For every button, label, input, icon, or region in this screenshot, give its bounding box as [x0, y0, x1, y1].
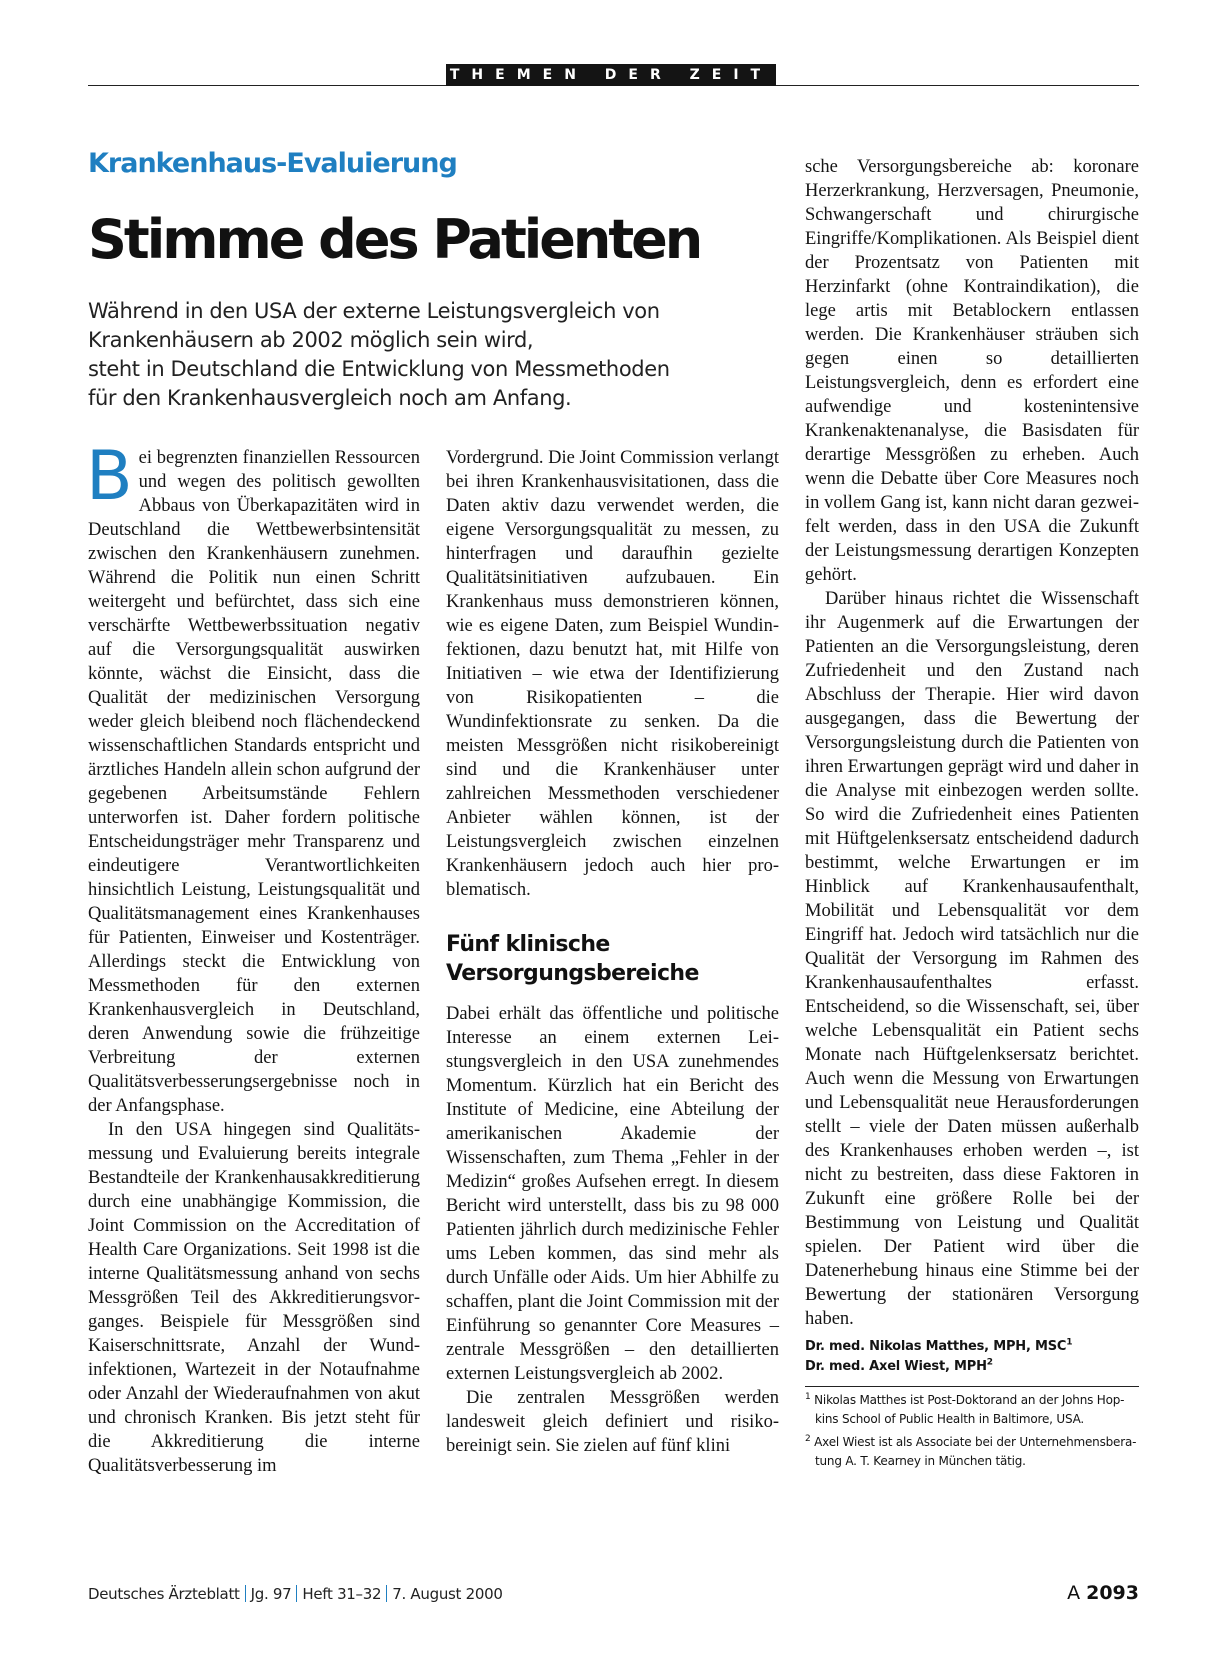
- author-list: [805, 1337, 1139, 1377]
- footer-separator: [296, 1585, 297, 1602]
- journal-date: 7. August 2000: [392, 1585, 503, 1603]
- footnote-ref: 1: [1066, 1337, 1073, 1348]
- footer-separator: [245, 1585, 246, 1602]
- footnote-ref: 2: [986, 1357, 993, 1368]
- section-banner: THEMEN DER ZEIT: [446, 64, 776, 86]
- journal-name: Deutsches Ärzteblatt: [88, 1585, 240, 1603]
- body-paragraph: [86, 437, 420, 1118]
- drop-cap: B: [86, 437, 133, 516]
- journal-volume: Jg. 97: [250, 1585, 292, 1603]
- body-paragraph: sche Versorgungsbereiche ab: koronare Herzerkrankung, Herzversagen, Pneumonie, Schwangerschaft und chirurgische Eingriffe/Komplikationen. Als Beispiel dient der Prozentsatz von Patienten mit Herzinfarkt (ohne Kontraindikation), die lege artis mit Betablockern entlassen werden. Die Krankenhäuser sträuben sich gegen einen so detaillierten Leistungsvergleich, denn es erfordert eine aufwendige und kostenintensive Krankenaktenanalyse, die Basisdaten für derartige Messgrößen zu erheben. Auch wenn die Debatte über Core Measures noch in vollem Gang ist, kann nicht daran gezweifelt werden, dass in den USA die Zukunft der Leistungsmessung derartigen Konzepten gehört.: [805, 157, 1139, 585]
- article-lead: [88, 297, 788, 413]
- section-subheading: [446, 930, 779, 988]
- footnote: $^1$ Nikolas Matthes ist Post-Doktorand an der Johns Hopkins School of Public Health in Baltimore, USA.: [805, 1392, 1125, 1426]
- text-column-2: [446, 446, 779, 1458]
- subheading-line: Fünf klinische: [446, 932, 610, 957]
- lead-line: Während in den USA der externe Leistungsvergleich von: [88, 299, 660, 323]
- article-title: Stimme des Patienten: [88, 208, 701, 271]
- page-number: [1067, 1582, 1139, 1604]
- page-prefix: A: [1067, 1582, 1081, 1604]
- author-name: Dr. med. Axel Wiest, MPH$^2$: [805, 1357, 993, 1374]
- body-paragraph: In den USA hingegen sind Qualitätsmessung und Evaluierung bereits integrale Bestandteile der Krankenhausakkreditierung durch eine unabhängige Kommission, die Joint Commission on the Accreditation of Health Care Organizations. Seit 1998 ist die interne Qualitätsmessung anhand von sechs Messgrößen Teil des Akkreditierungsvorganges. Beispiele für Messgrößen sind Kaiserschnittsrate, Anzahl der Wundinfektionen, Wartezeit in der Notaufnahme oder Anzahl der Wiederaufnahmen von akut und chronisch Kranken. Bis jetzt steht für die Akkreditierung die interne Qualitätsverbesserung im: [88, 1120, 420, 1476]
- text-column-3: [805, 155, 1139, 1471]
- footnote-rule: [805, 1386, 1139, 1387]
- body-paragraph: Darüber hinaus richtet die Wissenschaft ihr Augenmerk auf die Erwartungen der Patienten an die Versorgungsleistung, deren Zufriedenheit und den Zustand nach Abschluss der Therapie. Hier wird davon ausgegangen, dass die Bewertung der Versorgungsleistung durch die Patienten von ihren Erwartungen geprägt wird und daher in die Analyse mit einbezogen werden sollte. So wird die Zufriedenheit eines Patienten mit Hüftgelenksersatz entscheidend dadurch bestimmt, welche Erwartungen er im Hinblick auf Krankenhausaufenthalt, Mobilität und Lebensqualität vor dem Eingriff hat. Jedoch wird tatsächlich nur die Qualität der Versorgung im Rahmen des Krankenhausaufenthaltes erfasst. Entscheidend, so die Wissenschaft, sei, über welche Lebensqualität ein Patient sechs Monate nach Hüftgelenksersatz berichtet. Auch wenn die Messung von Erwartungen und Lebensqualität neue Herausforderungen stellt – viele der Daten müssen außerhalb des Krankenhauses erhoben werden –, ist nicht zu bestreiten, dass diese Faktoren in Zukunft eine größere Rolle bei der Bestimmung von Leistung und Qualität spielen. Der Patient wird über die Datenerhebung hinaus eine Stimme bei der Bewertung der stationären Versorgung haben.: [805, 589, 1139, 1329]
- text-column-1: [86, 437, 420, 1478]
- body-paragraph: Dabei erhält das öffentliche und politische Interesse an einem externen Leistungsvergleich in den USA zunehmendes Momentum. Kürzlich hat ein Bericht des Institute of Medicine, eine Abteilung der amerikanischen Akademie der Wissenschaften, zum Thema „Fehler in der Medizin“ großes Aufsehen erregt. In diesem Bericht wird unterstellt, dass bis zu 98 000 Patienten jährlich durch medizinische Fehler ums Leben kommen, das sind mehr als durch Unfälle oder Aids. Um hier Abhilfe zu schaffen, plant die Joint Commission mit der Einführung so genannter Core Measures – zentrale Messgrößen – den detaillierten externen Leistungsvergleich ab 2002.: [446, 1004, 779, 1384]
- page-number-value: 2093: [1086, 1582, 1139, 1604]
- footer-separator: [386, 1585, 387, 1602]
- journal-issue: Heft 31–32: [302, 1585, 382, 1603]
- footnote: $^2$ Axel Wiest ist als Associate bei der Unternehmensberatung A. T. Kearney in München tätig.: [805, 1434, 1137, 1468]
- author-name: Dr. med. Nikolas Matthes, MPH, MSC$^1$: [805, 1337, 1073, 1354]
- subheading-line: Versorgungsbereiche: [446, 961, 699, 986]
- lead-line: steht in Deutschland die Entwicklung von Messmethoden: [88, 357, 670, 381]
- body-paragraph: Vordergrund. Die Joint Commission verlangt bei ihren Krankenhausvisitationen, dass die Daten aktiv dazu verwendet werden, die eigene Versorgungsqualität zu messen, zu hinterfragen und daraufhin gezielte Qualitätsinitiativen aufzubauen. Ein Krankenhaus muss demonstrieren können, wie es eigene Daten, zum Beispiel Wundinfektionen, dazu benutzt hat, mit Hilfe von Initiativen – wie etwa der Identifizierung von Risikopatienten – die Wundinfektionsrate zu senken. Da die meisten Messgrößen nicht risikobereinigt sind und die Krankenhäuser unter zahlreichen Messmethoden verschiedener Anbieter wählen können, ist der Leistungsvergleich zwischen einzelnen Krankenhäusern jedoch auch hier problematisch.: [446, 448, 779, 900]
- lead-line: für den Krankenhausvergleich noch am Anfang.: [88, 386, 572, 410]
- body-paragraph: Die zentralen Messgrößen werden landesweit gleich definiert und risikobereinigt sein. Sie zielen auf fünf klini: [446, 1388, 779, 1456]
- journal-footer: [88, 1585, 503, 1603]
- paragraph-text: ei begrenzten finanziellen Ressourcen und wegen des politisch gewollten Abbaus von Überkapazitäten wird in Deutschland die Wettbewerbsintensität zwischen den Krankenhäusern zunehmen. Während die Politik nun einen Schritt weitergeht und befürchtet, dass sich eine verschärfte Wettbewerbssituation negativ auf die Versorgungsqualität auswirken könnte, wächst die Einsicht, dass die Qualität der medizinischen Versorgung weder gleich bleibend noch flächendeckend wissenschaftlichen Standards entspricht und ärztliches Handeln allein schon aufgrund der gegebenen Arbeitsumstände Fehlern unterworfen ist. Daher fordern politische Entscheidungsträger mehr Transparenz und eindeutigere Verantwortlichkeiten hinsichtlich Leistung, Leistungsqualität und Qualitätsmanagement eines Krankenhauses für Patienten, Einweiser und Kostenträger. Allerdings steckt die Entwicklung von Messmethoden für den externen Krankenhausvergleich in Deutschland, deren Anwendung sowie die frühzeitige Verbreitung der externen Qualitätsverbesserungsergebnisse noch in der Anfangsphase.: [88, 448, 420, 1116]
- lead-line: Krankenhäusern ab 2002 möglich sein wird,: [88, 328, 534, 352]
- article-kicker: Krankenhaus-Evaluierung: [88, 148, 457, 179]
